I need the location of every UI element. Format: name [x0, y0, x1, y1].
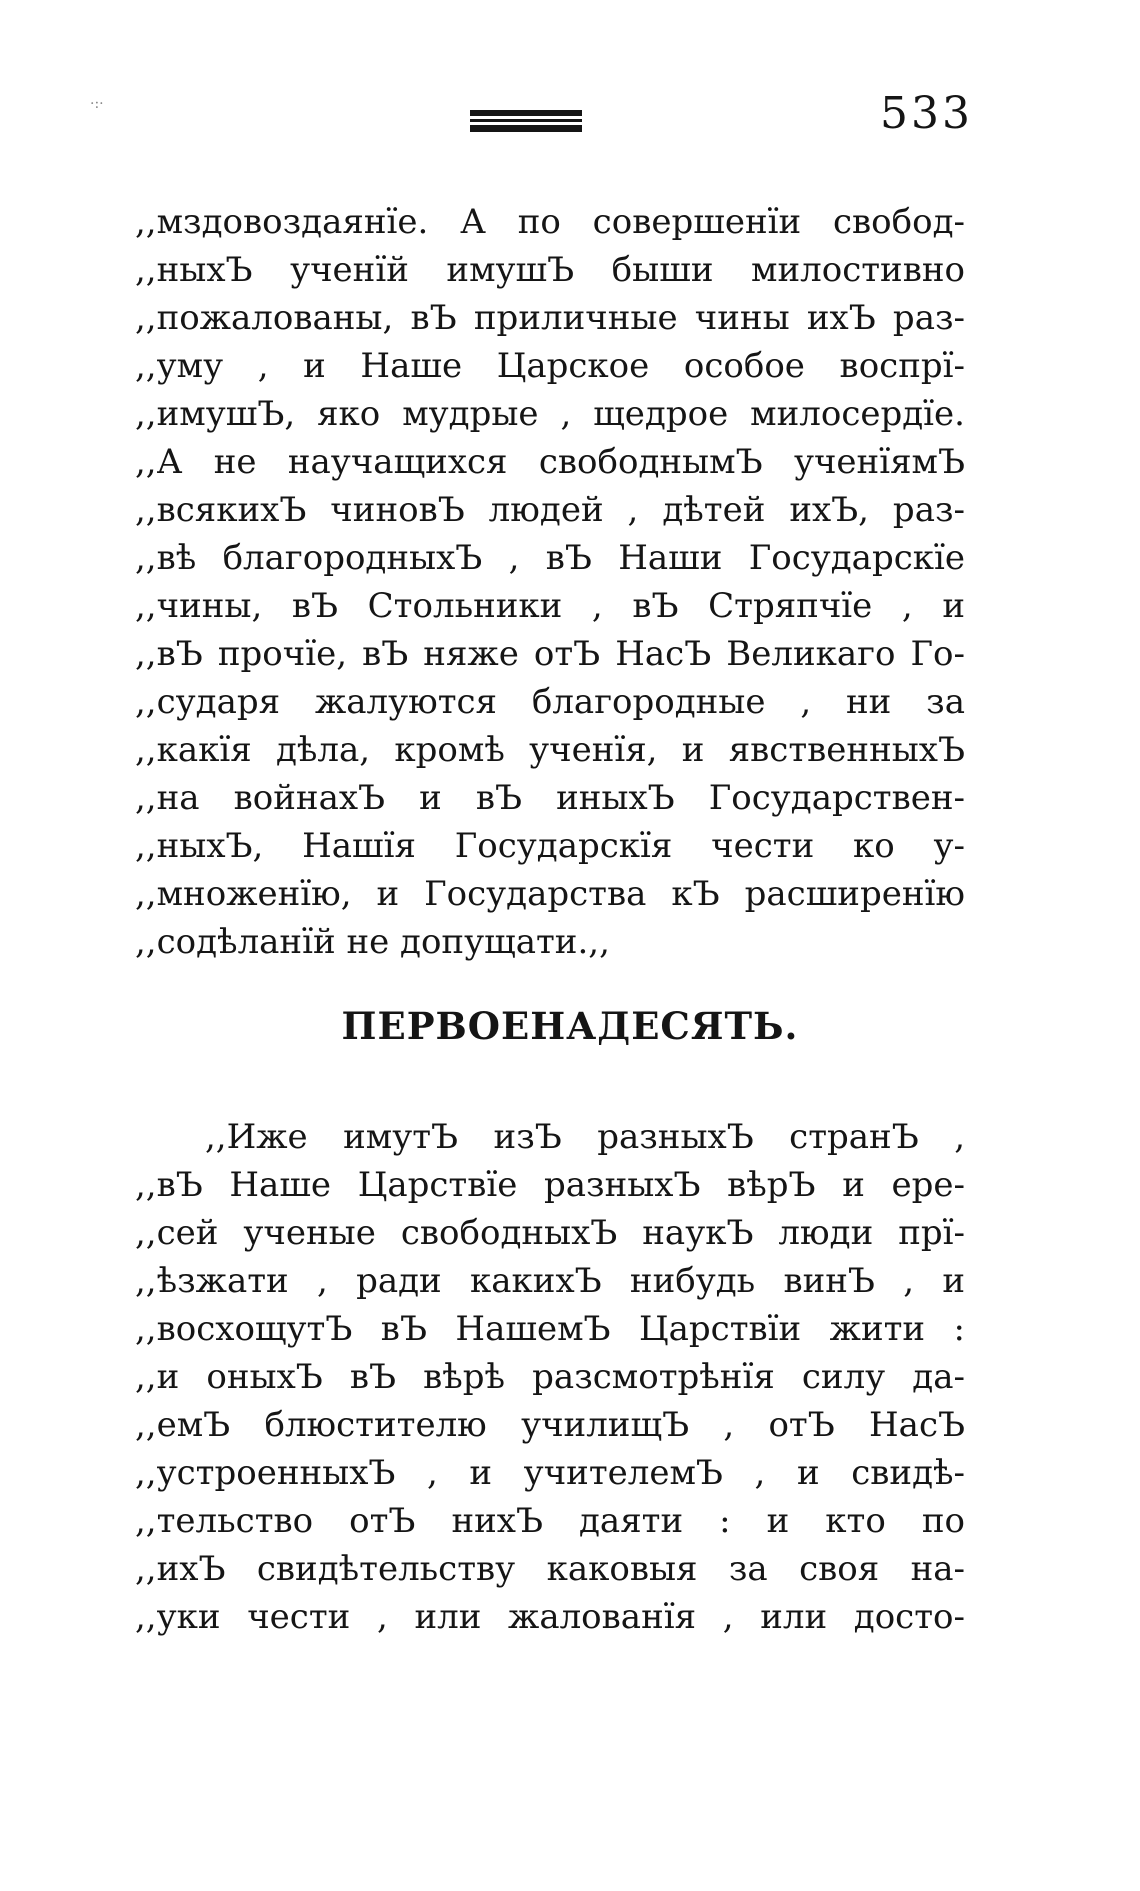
text-line: ,,имушЪ, яко мудрые , щедрое милосердїе. — [135, 394, 965, 434]
text-line: ,,ныхЪ, Нашїя Государскїя чести ко у- — [135, 826, 965, 866]
text-line: ,,вЪ Наше Царствїе разныхЪ вѣрЪ и ере- — [135, 1165, 965, 1205]
text-line: ,,А не научащихся свободнымЪ ученїямЪ — [135, 442, 965, 482]
text-line: ,,ихЪ свидѣтельству каковыя за своя на- — [135, 1549, 965, 1589]
text-line: ,,пожалованы, вЪ приличные чины ихЪ раз- — [135, 298, 965, 338]
corner-mark: ·:· — [90, 96, 104, 112]
header-rule — [470, 110, 582, 132]
text-line: ,,восхощутЪ вЪ НашемЪ Царствїи жити : — [135, 1309, 965, 1349]
paragraph-1 — [135, 198, 965, 966]
section-heading: ПЕРВОЕНАДЕСЯТЬ. — [341, 1004, 799, 1048]
text-line: ,,ныхЪ ученїй имушЪ быши милостивно — [135, 250, 965, 290]
text-line: ,,вѣ благородныхЪ , вЪ Наши Государскїе — [135, 538, 965, 578]
paragraph-2 — [135, 1113, 965, 1641]
text-line: ,,мздовоздаянїе. А по совершенїи свобод- — [135, 202, 965, 242]
text-line: ,,и оныхЪ вЪ вѣрѣ разсмотрѣнїя силу да- — [135, 1357, 965, 1397]
text-line: ,,устроенныхЪ , и учителемЪ , и свидѣ- — [135, 1453, 965, 1493]
text-line: ,,тельство отЪ нихЪ даяти : и кто по — [135, 1501, 965, 1541]
text-line: ,,какїя дѣла, кромѣ ученїя, и явственныхЪ — [135, 730, 965, 770]
page-number: 533 — [880, 88, 973, 139]
text-line: ,,вЪ прочїе, вЪ няже отЪ НасЪ Великаго Го- — [135, 634, 965, 674]
text-line: ,,всякихЪ чиновЪ людей , дѣтей ихЪ, раз- — [135, 490, 965, 530]
text-line: ,,Иже имутЪ изЪ разныхЪ странЪ , — [205, 1117, 965, 1157]
text-line: ,,ѣзжати , ради какихЪ нибудь винЪ , и — [135, 1261, 965, 1301]
text-line: ,,уки чести , или жалованїя , или достo- — [135, 1597, 965, 1637]
text-line: ,,уму , и Наше Царское особое воспрї- — [135, 346, 965, 386]
text-line: ,,сударя жалуются благородные , ни за — [135, 682, 965, 722]
text-line: ,,емЪ блюстителю училищЪ , отЪ НасЪ — [135, 1405, 965, 1445]
text-line: ,,сей ученые свободныхЪ наукЪ люди прї- — [135, 1213, 965, 1253]
text-line: ,,множенїю, и Государства кЪ расширенїю — [135, 874, 965, 914]
text-line: ,,чины, вЪ Стольники , вЪ Стряпчїе , и — [135, 586, 965, 626]
text-line: ,,содѣланїй не допущати.,, — [135, 922, 610, 962]
text-line: ,,на войнахЪ и вЪ иныхЪ Государствен- — [135, 778, 965, 818]
